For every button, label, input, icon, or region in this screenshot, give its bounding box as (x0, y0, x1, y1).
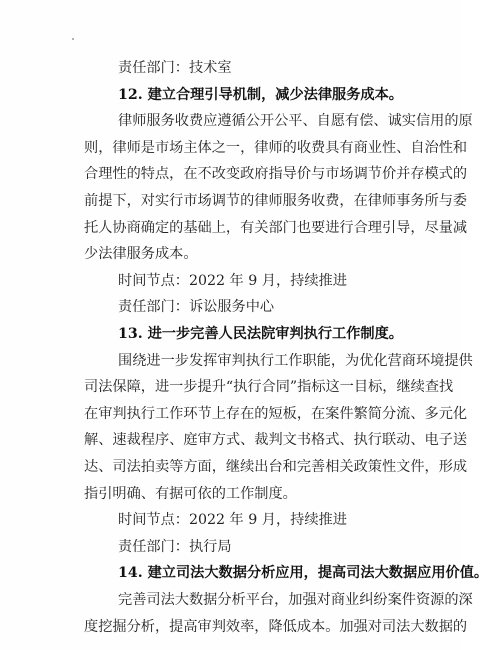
para-12-line-1: 律师服务收费应遵循公开公平、自愿有偿、诚实信用的原 (118, 113, 473, 129)
para-14-line-1: 完善司法大数据分析平台，加强对商业纠纷案件资源的深 (118, 592, 473, 608)
para-14-line-2: 度挖掘分析，提高审判效率，降低成本。加强对司法大数据的 (84, 619, 468, 635)
para-13-line-1: 围绕进一步发挥审判执行工作职能，为优化营商环境提供 (118, 353, 473, 369)
para-13-line-4: 解、速裁程序、庭审方式、裁判文书格式、执行联动、电子送 (84, 432, 468, 448)
para-13-line-5: 达、司法拍卖等方面，继续出台和完善相关政策性文件，形成 (84, 459, 468, 475)
time-line-13: 时间节点：2022 年 9 月，持续推进 (118, 512, 347, 528)
heading-12: 12. 建立合理引导机制，减少法律服务成本。 (118, 87, 403, 103)
dept-line-tech: 责任部门：技术室 (118, 60, 232, 76)
para-12-line-5: 托人协商确定的基础上，有关部门也要进行合理引导，尽量减 (84, 220, 468, 236)
para-12-line-3: 合理性的特点，在不改变政府指导价与市场调节价并存模式的 (84, 166, 468, 182)
dept-line-12: 责任部门：诉讼服务中心 (118, 299, 275, 315)
time-line-12: 时间节点：2022 年 9 月，持续推进 (118, 273, 347, 289)
para-12-line-2: 则，律师是市场主体之一，律师的收费具有商业性、自治性和 (84, 140, 468, 156)
scan-speck (72, 38, 74, 40)
para-13-line-2: 司法保障，进一步提升“执行合同”指标这一目标，继续查找 (84, 379, 454, 395)
dept-line-13: 责任部门：执行局 (118, 539, 232, 555)
para-12-line-6: 少法律服务成本。 (84, 246, 198, 262)
para-13-line-3: 在审判执行工作环节上存在的短板，在案件繁简分流、多元化 (84, 406, 468, 422)
heading-13: 13. 进一步完善人民法院审判执行工作制度。 (118, 326, 403, 342)
heading-14: 14. 建立司法大数据分析应用，提高司法大数据应用价值。 (118, 565, 488, 581)
para-13-line-6: 指引明确、有据可依的工作制度。 (84, 486, 297, 502)
para-12-line-4: 前提下，对实行市场调节的律师服务收费，在律师事务所与委 (84, 193, 468, 209)
